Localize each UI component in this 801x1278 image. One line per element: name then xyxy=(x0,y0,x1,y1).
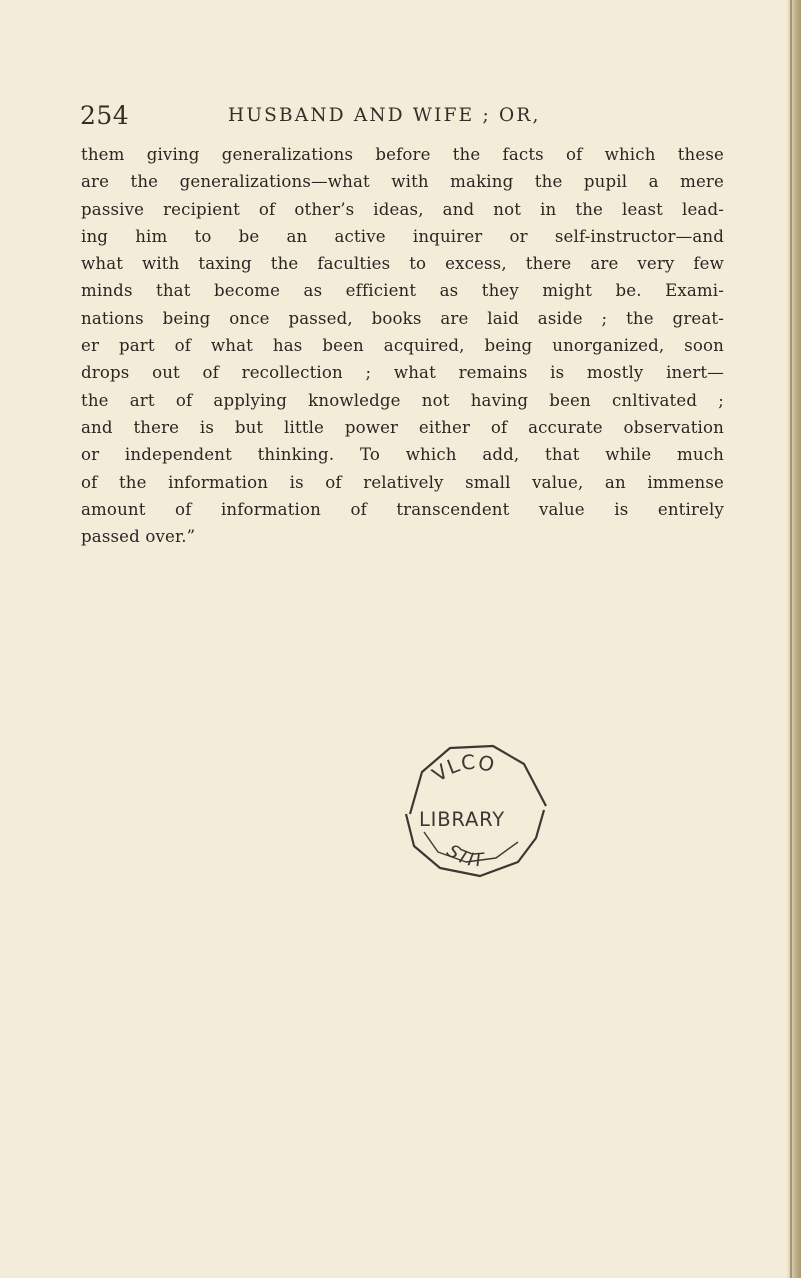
text-line: nations being once passed, books are laid aside ; the great- xyxy=(81,308,724,328)
text-line: them giving generalizations before the facts of which these xyxy=(81,145,724,164)
library-stamp xyxy=(388,734,558,884)
text-line: and there is but little power either of accurate observation xyxy=(81,417,724,437)
text-line: passed over.” xyxy=(81,527,196,547)
text-line: are the generalizations—what with making the pupil a mere xyxy=(81,172,724,192)
svg-text:STIT xyxy=(443,840,487,871)
stamp-label: LIBRARY xyxy=(419,808,505,831)
text-line: ing him to be an active inquirer or self-instructor—and xyxy=(81,226,724,246)
text-line: of the information is of relatively small value, an immense xyxy=(81,472,724,492)
text-line: amount of information of transcendent value is entirely xyxy=(81,499,724,519)
library-stamp-graphic xyxy=(388,734,558,884)
text-line: er part of what has been acquired, being unorganized, soon xyxy=(81,336,724,356)
page-edge xyxy=(787,0,801,1278)
text-line: drops out of recollection ; what remains is mostly inert— xyxy=(81,363,724,383)
running-head xyxy=(80,92,730,140)
body-paragraph xyxy=(81,141,724,550)
text-line: minds that become as efficient as they might be. Exami- xyxy=(81,281,724,301)
stamp-bottom-letters: STIT xyxy=(442,840,486,872)
text-line: the art of applying knowledge not having been cnltivated ; xyxy=(81,390,724,410)
text-line: what with taxing the faculties to excess, there are very few xyxy=(81,254,724,274)
svg-text:VLCO xyxy=(428,750,498,787)
running-title: HUSBAND AND WIFE ; OR, xyxy=(228,105,541,126)
text-line: or independent thinking. To which add, that while much xyxy=(81,445,724,465)
page-number: 254 xyxy=(80,101,130,130)
stamp-top-letters: VLCO xyxy=(427,749,498,787)
text-line: passive recipient of other’s ideas, and not in the least lead- xyxy=(81,199,724,219)
